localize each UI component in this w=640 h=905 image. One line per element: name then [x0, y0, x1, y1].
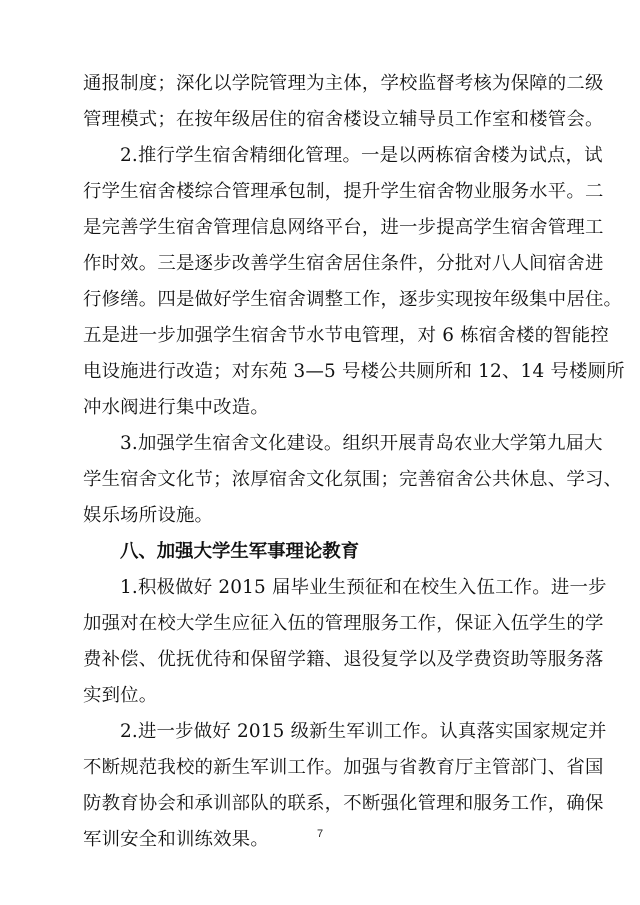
text-line: 3.加强学生宿舍文化建设。组织开展青岛农业大学第九届大: [120, 433, 603, 454]
text-line: 五是进一步加强学生宿舍节水节电管理，对 6 栋宿舍楼的智能控: [83, 325, 609, 346]
text-line: 冲水阀进行集中改造。: [83, 397, 269, 418]
text-line: 娱乐场所设施。: [83, 505, 214, 526]
text-line: 通报制度；深化以学院管理为主体，学校监督考核为保障的二级: [83, 73, 604, 94]
text-line: 管理模式；在按年级居住的宿舍楼设立辅导员工作室和楼管会。: [83, 109, 604, 130]
text-line: 行修缮。四是做好学生宿舍调整工作，逐步实现按年级集中居住。: [83, 289, 623, 310]
page-body: [83, 66, 625, 858]
text-line: 2.推行学生宿舍精细化管理。一是以两栋宿舍楼为试点，试: [120, 145, 603, 166]
paragraph-continuation: [83, 66, 604, 138]
text-line: 军训安全和训练效果。: [83, 829, 269, 850]
text-line: 实到位。: [83, 685, 158, 706]
text-line: 行学生宿舍楼综合管理承包制，提升学生宿舍物业服务水平。二: [83, 181, 604, 202]
text-line: 防教育协会和承训部队的联系，不断强化管理和服务工作，确保: [83, 793, 604, 814]
section-heading: 八、加强大学生军事理论教育: [120, 541, 360, 562]
text-line: 是完善学生宿舍管理信息网络平台，进一步提高学生宿舍管理工: [83, 217, 604, 238]
paragraph-enlistment: [83, 570, 607, 714]
paragraph-dorm-management: [83, 138, 625, 426]
text-line: 电设施进行改造；对东苑 3—5 号楼公共厕所和 12、14 号楼厕所: [83, 361, 625, 382]
text-line: 费补偿、优抚优待和保留学籍、退役复学以及学费资助等服务落: [83, 649, 604, 670]
paragraph-dorm-culture: [83, 426, 623, 534]
text-line: 2.进一步做好 2015 级新生军训工作。认真落实国家规定并: [120, 721, 607, 742]
text-line: 作时效。三是逐步改善学生宿舍居住条件，分批对八人间宿舍进: [83, 253, 604, 274]
text-line: 学生宿舍文化节；浓厚宿舍文化氛围；完善宿舍公共休息、学习、: [83, 469, 623, 490]
page-number: 7: [316, 828, 324, 840]
text-line: 1.积极做好 2015 届毕业生预征和在校生入伍工作。进一步: [120, 577, 607, 598]
text-line: 加强对在校大学生应征入伍的管理服务工作，保证入伍学生的学: [83, 613, 604, 634]
text-line: 不断规范我校的新生军训工作。加强与省教育厅主管部门、省国: [83, 757, 604, 778]
